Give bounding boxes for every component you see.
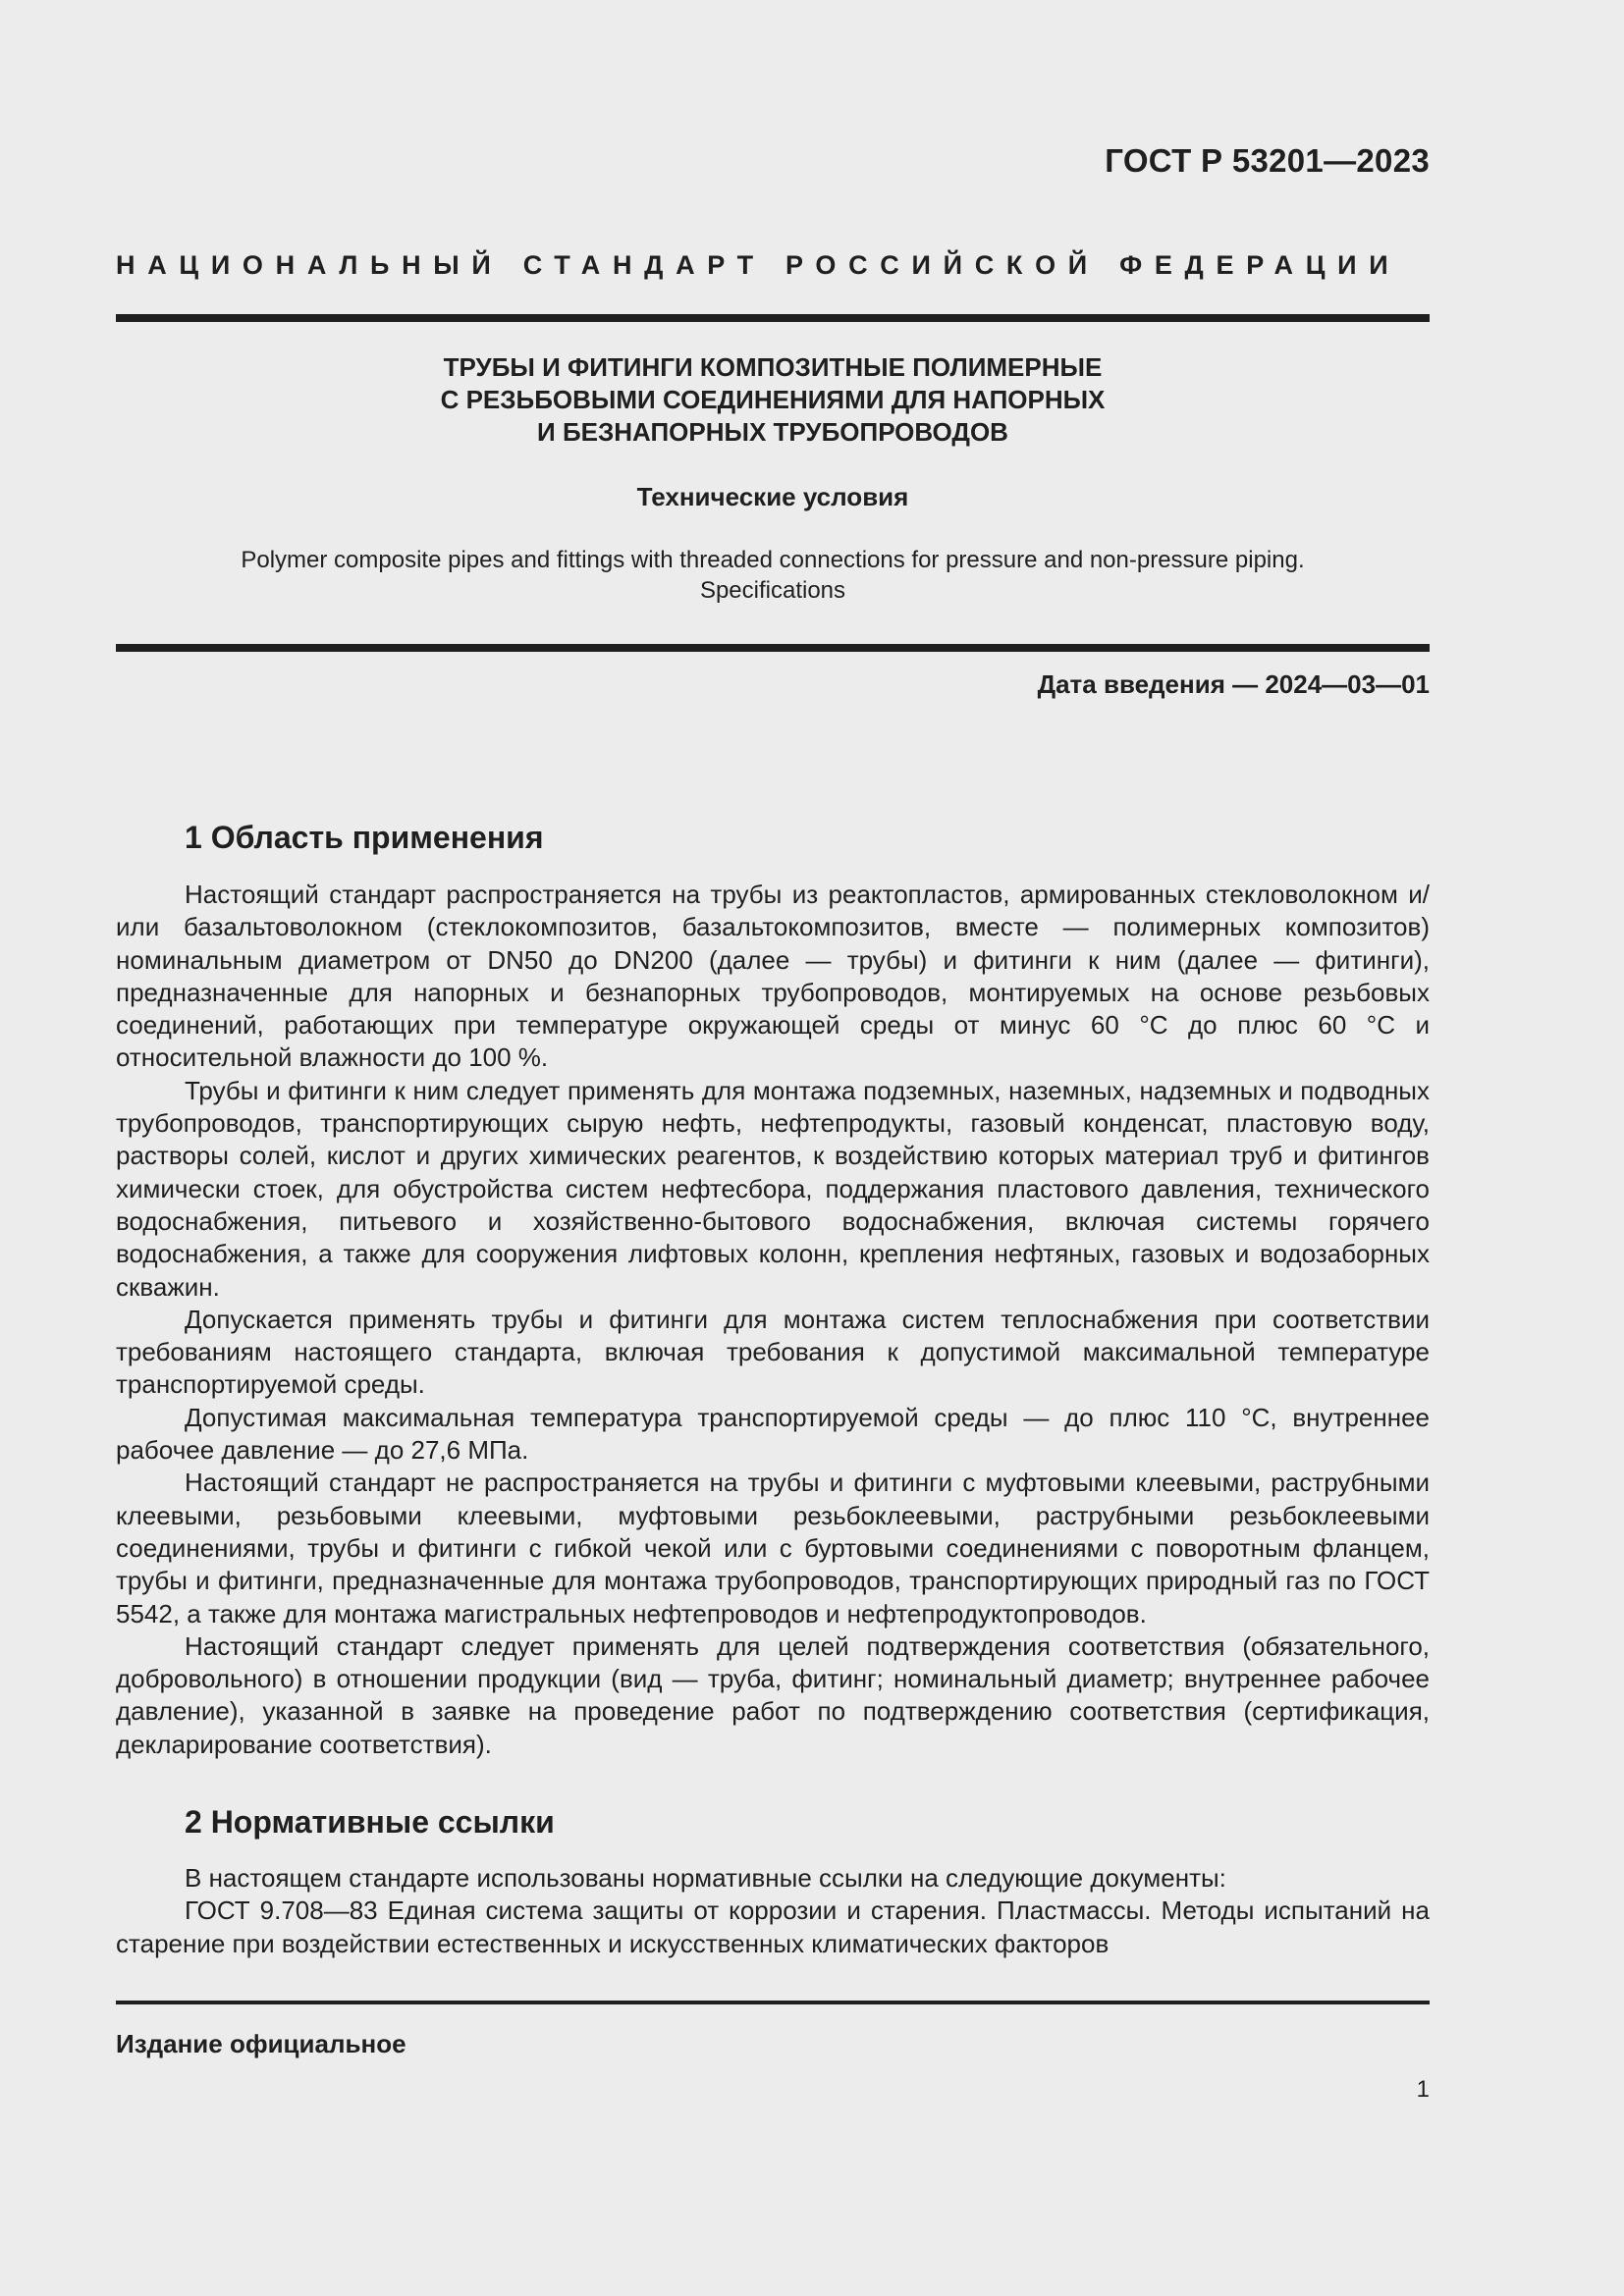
- section-2-heading: 2 Нормативные ссылки: [185, 1804, 555, 1840]
- document-subtitle: Технические условия: [636, 482, 909, 511]
- english-title-line-1: Polymer composite pipes and fittings with threaded connections for pressure and non-pressure piping.: [241, 547, 1305, 573]
- english-title: [116, 545, 1430, 606]
- national-standard-label: НАЦИОНАЛЬНЫЙ СТАНДАРТ РОССИЙСКОЙ ФЕДЕРАЦИИ: [116, 250, 1401, 280]
- document-title: [116, 351, 1430, 449]
- top-rule: [116, 314, 1430, 322]
- title-bottom-rule: [116, 644, 1430, 652]
- paragraph: Допустимая максимальная температура транспортируемой среды — до плюс 110 °С, внутреннее рабочее давление — до 27,6 МПа.: [116, 1402, 1430, 1466]
- title-line-3: И БЕЗНАПОРНЫХ ТРУБОПРОВОДОВ: [537, 417, 1008, 447]
- paragraph: Настоящий стандарт распространяется на трубы из реактопластов, армированных стекловолокном и/или базальтоволокном (стеклокомпозитов, базальтокомпозитов, вместе — полимерных композитов) номинальным диаметром от DN50 до DN200 (далее — трубы) и фитинги к ним (далее — фитинги), предназначенные для напорных и безнапорных трубопроводов, монтируемых на основе резьбовых соединений, работающих при температуре окружающей среды от минус 60 °С до плюс 60 °С и относительной влажности до 100 %.: [116, 880, 1430, 1073]
- edition-label: Издание официальное: [116, 2029, 406, 2058]
- page-number: 1: [1416, 2076, 1430, 2103]
- title-line-1: ТРУБЫ И ФИТИНГИ КОМПОЗИТНЫЕ ПОЛИМЕРНЫЕ: [443, 352, 1103, 382]
- section-1-heading: 1 Область применения: [185, 820, 544, 855]
- paragraph: В настоящем стандарте использованы нормативные ссылки на следующие документы:: [185, 1863, 1226, 1893]
- paragraph: Допускается применять трубы и фитинги для монтажа систем теплоснабжения при соответствии требованиям настоящего стандарта, включая требования к допустимой максимальной температуре транспортируемой среды.: [116, 1304, 1430, 1400]
- paragraph: Настоящий стандарт следует применять для целей подтверждения соответствия (обязательного, добровольного) в отношении продукции (вид — труба, фитинг; номинальный диаметр; внутреннее рабочее давление), указанной в заявке на проведение работ по подтверждению соответствия (сертификация, декларирование соответствия).: [116, 1630, 1430, 1759]
- paragraph: ГОСТ 9.708—83 Единая система защиты от коррозии и старения. Пластмассы. Методы испытаний на старение при воздействии естественных и искусственных климатических факторов: [116, 1896, 1430, 1958]
- english-title-line-2: Specifications: [699, 577, 846, 604]
- section-2-body: [116, 1862, 1430, 1960]
- paragraph: Настоящий стандарт не распространяется на трубы и фитинги с муфтовыми клеевыми, раструбными клеевыми, резьбовыми клеевыми, муфтовыми резьбоклеевыми, раструбными резьбоклеевыми соединениями, трубы и фитинги с гибкой чекой или с буртовыми соединениями с поворотным фланцем, трубы и фитинги, предназначенные для монтажа трубопроводов, транспортирующих природный газ по ГОСТ 5542, а также для монтажа магистральных нефтепроводов и нефтепродуктопроводов.: [116, 1468, 1430, 1629]
- title-line-2: С РЕЗЬБОВЫМИ СОЕДИНЕНИЯМИ ДЛЯ НАПОРНЫХ: [440, 385, 1106, 414]
- section-1-body: [116, 879, 1430, 1761]
- footer-rule: [116, 2001, 1430, 2004]
- introduction-date: Дата введения — 2024—03—01: [1037, 669, 1430, 699]
- gost-number: ГОСТ Р 53201—2023: [1105, 142, 1430, 179]
- paragraph: Трубы и фитинги к ним следует применять для монтажа подземных, наземных, надземных и подводных трубопроводов, транспортирующих сырую нефть, нефтепродукты, газовый конденсат, пластовую воду, растворы солей, кислот и других химических реагентов, к воздействию которых материал труб и фитингов химически стоек, для обустройства систем нефтесбора, поддержания пластового давления, технического водоснабжения, питьевого и хозяйственно-бытового водоснабжения, включая системы горячего водоснабжения, а также для сооружения лифтовых колонн, крепления нефтяных, газовых и водозаборных скважин.: [116, 1075, 1430, 1302]
